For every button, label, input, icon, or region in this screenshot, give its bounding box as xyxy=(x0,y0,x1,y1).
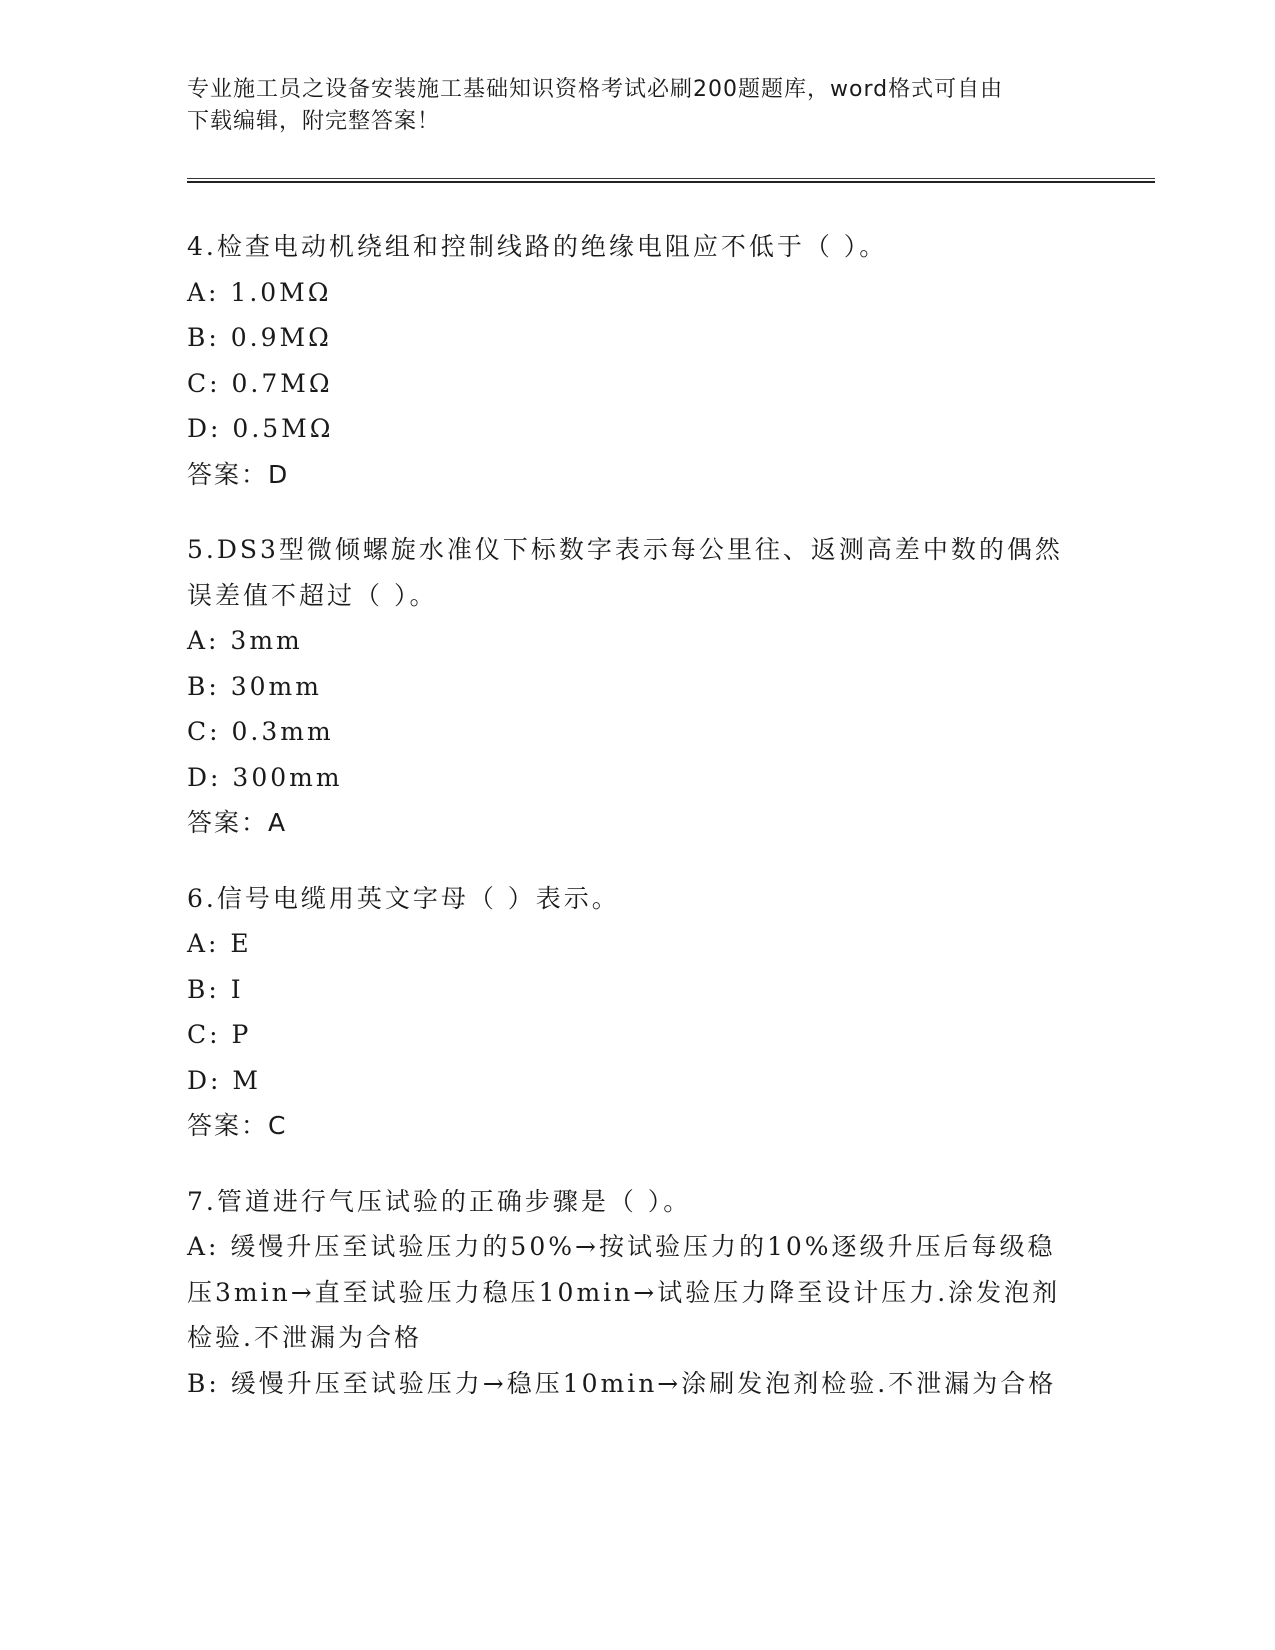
option-a: A: 3mm xyxy=(187,626,303,655)
document-header xyxy=(187,74,1067,138)
question-stem: 5.DS3型微倾螺旋水准仪下标数字表示每公里往、返测高差中数的偶然 xyxy=(187,535,1063,564)
answer: 答案：D xyxy=(187,459,290,489)
question-stem: 6.信号电缆用英文字母（ ）表示。 xyxy=(187,883,620,913)
option-b: B: 0.9MΩ xyxy=(187,323,332,352)
option-c: C: 0.3mm xyxy=(187,717,334,746)
question-stem: 7.管道进行气压试验的正确步骤是（ ）。 xyxy=(187,1186,692,1216)
answer: 答案：C xyxy=(187,1111,288,1140)
option-a: A: 1.0MΩ xyxy=(187,277,332,307)
option-b: B: I xyxy=(187,974,244,1004)
question-stem: 4.检查电动机绕组和控制线路的绝缘电阻应不低于（ ）。 xyxy=(187,232,888,261)
question-6 xyxy=(187,876,1087,1149)
question-stem-continued: 误差值不超过（ ）。 xyxy=(187,580,438,610)
question-7 xyxy=(187,1179,1087,1407)
option-b: B: 缓慢升压至试验压力→稳压10min→涂刷发泡剂检验.不泄漏为合格 xyxy=(187,1368,1057,1398)
option-c: C: P xyxy=(187,1020,252,1049)
option-b: B: 30mm xyxy=(187,671,322,701)
answer: 答案：A xyxy=(187,808,288,837)
question-4 xyxy=(187,224,1087,497)
option-a-continued: 压3min→直至试验压力稳压10min→试验压力降至设计压力.涂发泡剂 xyxy=(187,1277,1061,1307)
option-d: D: 0.5MΩ xyxy=(187,414,334,443)
question-list xyxy=(187,224,1087,1436)
option-c: C: 0.7MΩ xyxy=(187,368,333,398)
option-a: A: E xyxy=(187,929,252,958)
option-d: D: M xyxy=(187,1065,262,1095)
option-d: D: 300mm xyxy=(187,762,343,792)
question-5 xyxy=(187,527,1087,846)
option-a-continued: 检验.不泄漏为合格 xyxy=(187,1323,422,1352)
header-divider-thick xyxy=(187,181,1155,183)
header-line-1: 专业施工员之设备安装施工基础知识资格考试必刷200题题库，word格式可自由 xyxy=(187,77,1004,102)
option-a: A: 缓慢升压至试验压力的50%→按试验压力的10%逐级升压后每级稳 xyxy=(187,1232,1056,1261)
header-line-2: 下载编辑，附完整答案！ xyxy=(187,109,441,134)
header-divider-thin xyxy=(187,178,1155,179)
